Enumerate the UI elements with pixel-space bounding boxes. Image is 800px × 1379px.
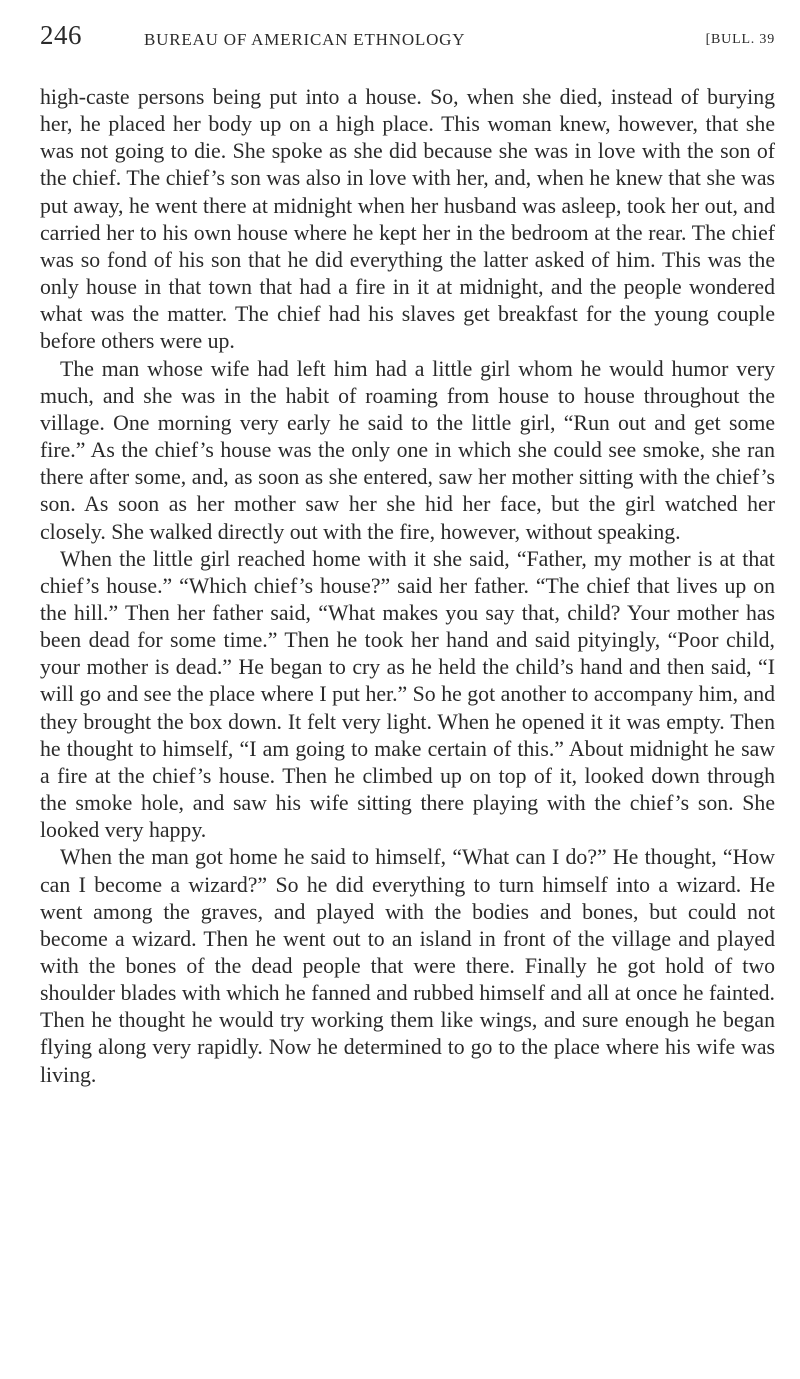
- running-head-title: BUREAU OF AMERICAN ETHNOLOGY: [144, 30, 466, 49]
- paragraph: The man whose wife had left him had a little girl whom he would humor very much, and she was in the habit of roaming from house to house throughout the village. One morning very early he said to the little girl, “Run out and get some fire.” As the chief’s house was the only one in which she could see smoke, she ran there after some, and, as soon as she entered, saw her mother sitting with the chief’s son. As soon as her mother saw her she hid her face, but the girl watched her closely. She walked directly out with the fire, however, without speaking.: [40, 356, 775, 544]
- body-text: [40, 84, 775, 1089]
- paragraph: high-caste persons being put into a house. So, when she died, instead of burying her, he placed her body up on a high place. This woman knew, however, that she was not going to die. She spoke as she did because she was in love with the son of the chief. The chief’s son was also in love with her, and, when he knew that she was put away, he went there at midnight when her husband was asleep, took her out, and carried her to his own house where he kept her in the bedroom at the rear. The chief was so fond of his son that he did everything the latter asked of him. This was the only house in that town that had a fire in it at midnight, and the people wondered what was the matter. The chief had his slaves get breakfast for the young couple before others were up.: [40, 85, 775, 354]
- bulletin-number: [BULL. 39: [705, 32, 775, 47]
- paragraph: When the man got home he said to himself, “What can I do?” He thought, “How can I become a wizard?” So he did everything to turn himself into a wizard. He went among the graves, and played with the bodies and bones, but could not become a wizard. Then he went out to an island in front of the village and played with the bones of the dead people that were there. Finally he got hold of two shoulder blades with which he fanned and rubbed himself and all at once he fainted. Then he thought he would try working them like wings, and sure enough he began flying along very rapidly. Now he determined to go to the place where his wife was living.: [40, 845, 775, 1087]
- running-head: [40, 20, 775, 60]
- paragraph: When the little girl reached home with it she said, “Father, my mother is at that chief’s house.” “Which chief’s house?” said her father. “The chief that lives up on the hill.” Then her father said, “What makes you say that, child? Your mother has been dead for some time.” Then he took her hand and said pityingly, “Poor child, your mother is dead.” He began to cry as he held the child’s hand and then said, “I will go and see the place where I put her.” So he got another to accompany him, and they brought the box down. It felt very light. When he opened it it was empty. Then he thought to himself, “I am going to make certain of this.” About midnight he saw a fire at the chief’s house. Then he climbed up on top of it, looked down through the smoke hole, and saw his wife sitting there playing with the chief’s son. She looked very happy.: [40, 546, 775, 843]
- page-number: 246: [40, 20, 82, 50]
